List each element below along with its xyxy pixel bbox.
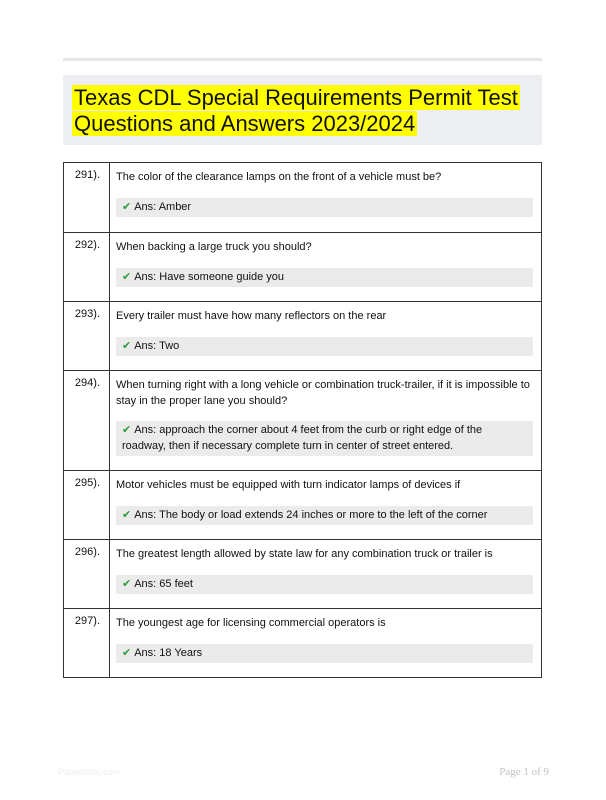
check-icon: ✔ (122, 424, 132, 436)
table-row (64, 609, 542, 678)
answer-box (116, 506, 533, 526)
check-icon: ✔ (122, 646, 132, 659)
answer-prefix: Ans: (134, 200, 157, 213)
question-text: The youngest age for licensing commercial operators is (116, 617, 386, 629)
question-text: The color of the clearance lamps on the front of a vehicle must be? (116, 171, 442, 183)
check-icon: ✔ (122, 508, 132, 521)
answer-prefix: Ans: (134, 646, 157, 659)
question-number: 292). (64, 233, 110, 302)
answer-box (116, 421, 533, 456)
question-number: 293). (64, 302, 110, 371)
qa-cell (110, 471, 542, 540)
question-text: The greatest length allowed by state law for any combination truck or trailer is (116, 548, 493, 560)
table-row (64, 233, 542, 302)
check-icon: ✔ (122, 200, 132, 213)
question-text: Motor vehicles must be equipped with turn indicator lamps of devices if (116, 479, 461, 491)
answer-text: The body or load extends 24 inches or more to the left of the corner (159, 508, 488, 521)
table-row (64, 471, 542, 540)
table-row (64, 163, 542, 233)
answer-box (116, 198, 533, 218)
top-divider (63, 58, 542, 61)
qa-cell (110, 540, 542, 609)
qa-cell (110, 609, 542, 678)
table-row (64, 371, 542, 471)
title-highlight: Texas CDL Special Requirements Permit Test Questions and Answers 2023/2024 (74, 85, 518, 136)
answer-prefix: Ans: (134, 424, 157, 436)
answer-text: Two (159, 339, 180, 352)
answer-text: Amber (158, 200, 192, 213)
answer-prefix: Ans: (134, 339, 157, 352)
answer-box (116, 644, 533, 664)
qa-cell (110, 233, 542, 302)
question-number: 291). (64, 163, 110, 233)
table-row (64, 540, 542, 609)
question-number: 294). (64, 371, 110, 471)
question-number: 297). (64, 609, 110, 678)
check-icon: ✔ (122, 339, 132, 352)
answer-box (116, 575, 533, 595)
check-icon: ✔ (122, 577, 132, 590)
answer-prefix: Ans: (134, 577, 157, 590)
footer-watermark: Paperbtsic.com (58, 767, 121, 777)
title-banner (63, 75, 542, 145)
page-indicator: Page 1 of 9 (499, 766, 549, 778)
check-icon: ✔ (122, 270, 132, 283)
qa-cell (110, 302, 542, 371)
answer-box (116, 268, 533, 288)
answer-text: 65 feet (159, 577, 193, 590)
question-number: 295). (64, 471, 110, 540)
answer-text: 18 Years (159, 646, 203, 659)
answer-prefix: Ans: (134, 508, 157, 521)
table-row (64, 302, 542, 371)
answer-text: Have someone guide you (159, 270, 285, 283)
question-text: Every trailer must have how many reflectors on the rear (116, 310, 387, 322)
page-title (72, 85, 534, 137)
question-text: When backing a large truck you should? (116, 241, 312, 253)
qa-cell (110, 163, 542, 233)
qa-cell (110, 371, 542, 471)
qa-table (63, 162, 542, 678)
answer-text: approach the corner about 4 feet from the curb or right edge of the roadway, then if necessary complete turn in center of street entered. (122, 424, 483, 452)
answer-box (116, 337, 533, 357)
question-text: When turning right with a long vehicle or combination truck-trailer, if it is impossible to stay in the proper lane you should? (116, 379, 530, 407)
answer-prefix: Ans: (134, 270, 157, 283)
question-number: 296). (64, 540, 110, 609)
